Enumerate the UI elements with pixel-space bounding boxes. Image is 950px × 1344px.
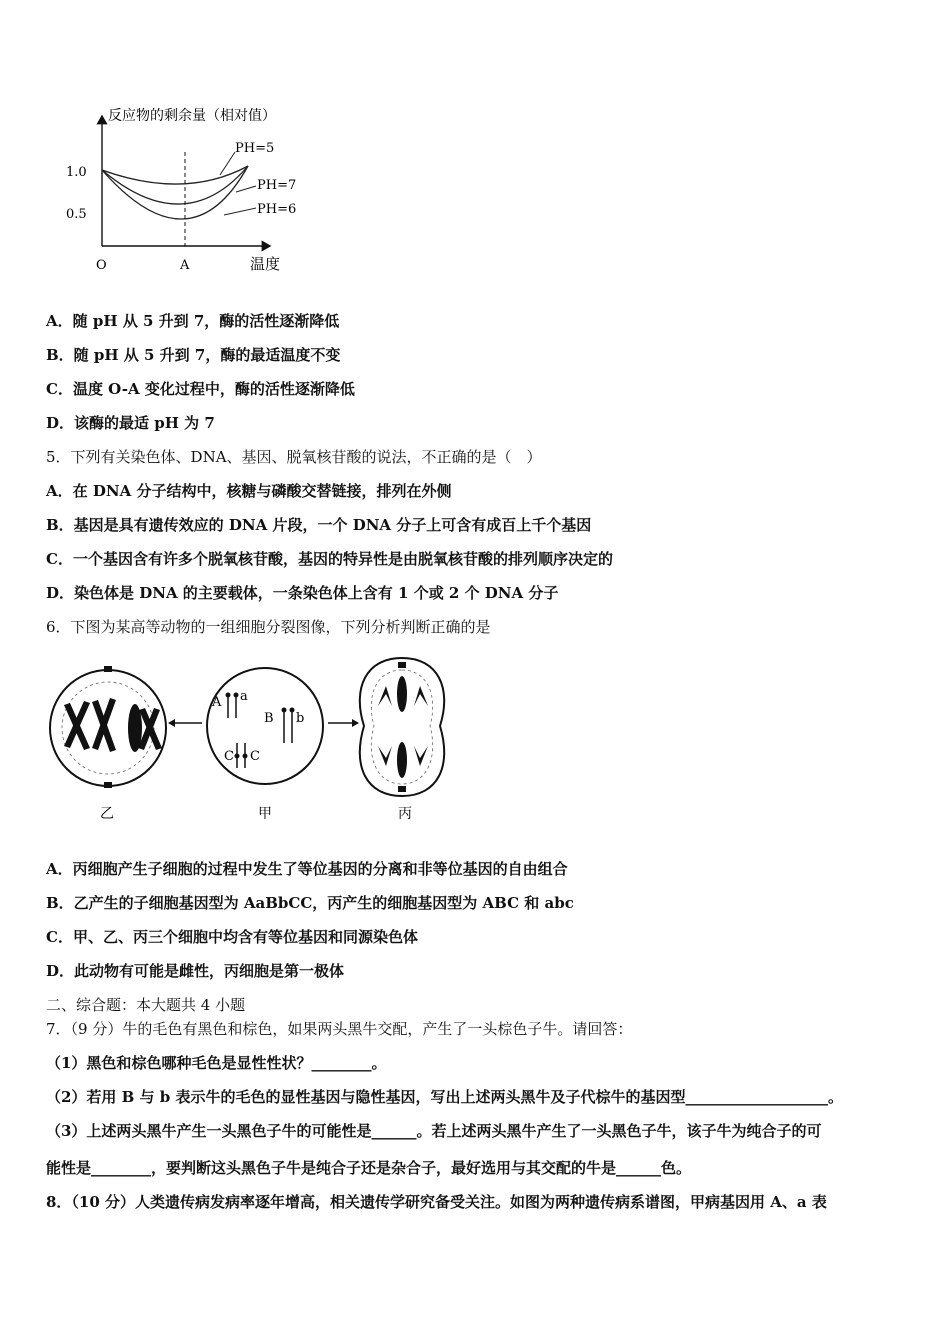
q6-option-b: B．乙产生的子细胞基因型为 AaBbCC，丙产生的细胞基因型为 ABC 和 abc [46, 894, 574, 912]
label-jia: 甲 [258, 806, 272, 822]
q4-option-a: A．随 pH 从 5 升到 7，酶的活性逐渐降低 [46, 312, 340, 330]
label-bing: 丙 [398, 806, 412, 822]
y-tick-2: 0.5 [66, 207, 87, 222]
q5-option-a: A．在 DNA 分子结构中，核糖与磷酸交替链接，排列在外侧 [46, 482, 452, 500]
q6-stem: 6．下图为某高等动物的一组细胞分裂图像，下列分析判断正确的是 [46, 618, 491, 636]
curve-ph5 [102, 166, 248, 184]
curve-label-ph5: PH=5 [235, 141, 275, 156]
q7-part-2: （2）若用 B 与 b 表示牛的毛色的显性基因与隐性基因，写出上述两头黑牛及子代棕牛的基因型___________________。 [46, 1088, 843, 1106]
q5-option-c: C．一个基因含有许多个脱氧核苷酸，基因的特异性是由脱氧核苷酸的排列顺序决定的 [46, 550, 613, 568]
cell-jia [207, 668, 323, 784]
cell-yi [50, 666, 166, 788]
cell-bing [360, 658, 444, 796]
q7-part-3a: （3）上述两头黑牛产生一头黑色子牛的可能性是______。若上述两头黑牛产生了一头黑色子牛，该子牛为纯合子的可 [46, 1122, 822, 1140]
q6-option-d: D．此动物有可能是雌性，丙细胞是第一极体 [46, 962, 345, 980]
q4-option-c: C．温度 O-A 变化过程中，酶的活性逐渐降低 [46, 380, 355, 398]
q4-option-d: D．该酶的最适 pH 为 7 [46, 414, 215, 432]
curve-label-ph6: PH=6 [257, 202, 297, 217]
q6-option-c: C．甲、乙、丙三个细胞中均含有等位基因和同源染色体 [46, 928, 418, 946]
gene-C-2: C [250, 749, 260, 764]
q4-option-b: B．随 pH 从 5 升到 7，酶的最适温度不变 [46, 346, 341, 364]
curve-label-ph7: PH=7 [257, 178, 297, 193]
q7-stem: 7．（9 分）牛的毛色有黑色和棕色，如果两头黑牛交配，产生了一头棕色子牛。请回答： [46, 1020, 633, 1038]
cell-division-figure [40, 648, 470, 833]
q5-option-b: B．基因是具有遗传效应的 DNA 片段，一个 DNA 分子上可含有成百上千个基因 [46, 516, 592, 534]
ph7-leader [236, 186, 256, 192]
origin-label: O [96, 258, 107, 273]
curve-ph6 [102, 166, 248, 219]
y-axis-label: 反应物的剩余量（相对值） [108, 108, 276, 124]
q7-part-3b: 能性是________，要判断这头黑色子牛是纯合子还是杂合子，最好选用与其交配的牛是______色。 [46, 1159, 692, 1177]
gene-b: b [296, 711, 305, 726]
q5-option-d: D．染色体是 DNA 的主要载体，一条染色体上含有 1 个或 2 个 DNA 分子 [46, 584, 559, 602]
gene-C-1: C [224, 749, 234, 764]
q6-option-a: A．丙细胞产生子细胞的过程中发生了等位基因的分离和非等位基因的自由组合 [46, 860, 568, 878]
x-mark-label: A [180, 258, 190, 273]
q8-stem: 8．（10 分）人类遗传病发病率逐年增高，相关遗传学研究备受关注。如图为两种遗传病系谱图，甲病基因用 A、a 表 [46, 1193, 827, 1211]
q7-part-1: （1）黑色和棕色哪种毛色是显性性状？________。 [46, 1054, 387, 1072]
curve-ph7 [102, 166, 248, 204]
section-2-heading: 二、综合题：本大题共 4 小题 [46, 996, 246, 1014]
x-axis-label: 温度 [250, 255, 281, 273]
gene-A: A [212, 695, 222, 710]
y-tick-1: 1.0 [66, 165, 87, 180]
gene-a: a [240, 689, 248, 704]
enzyme-ph-graph [60, 100, 320, 280]
gene-B: B [264, 711, 274, 726]
ph6-leader [224, 208, 256, 215]
label-yi: 乙 [100, 806, 114, 822]
ph5-leader [220, 152, 235, 175]
q5-stem: 5．下列有关染色体、DNA、基因、脱氧核苷酸的说法，不正确的是（ ） [46, 448, 542, 466]
